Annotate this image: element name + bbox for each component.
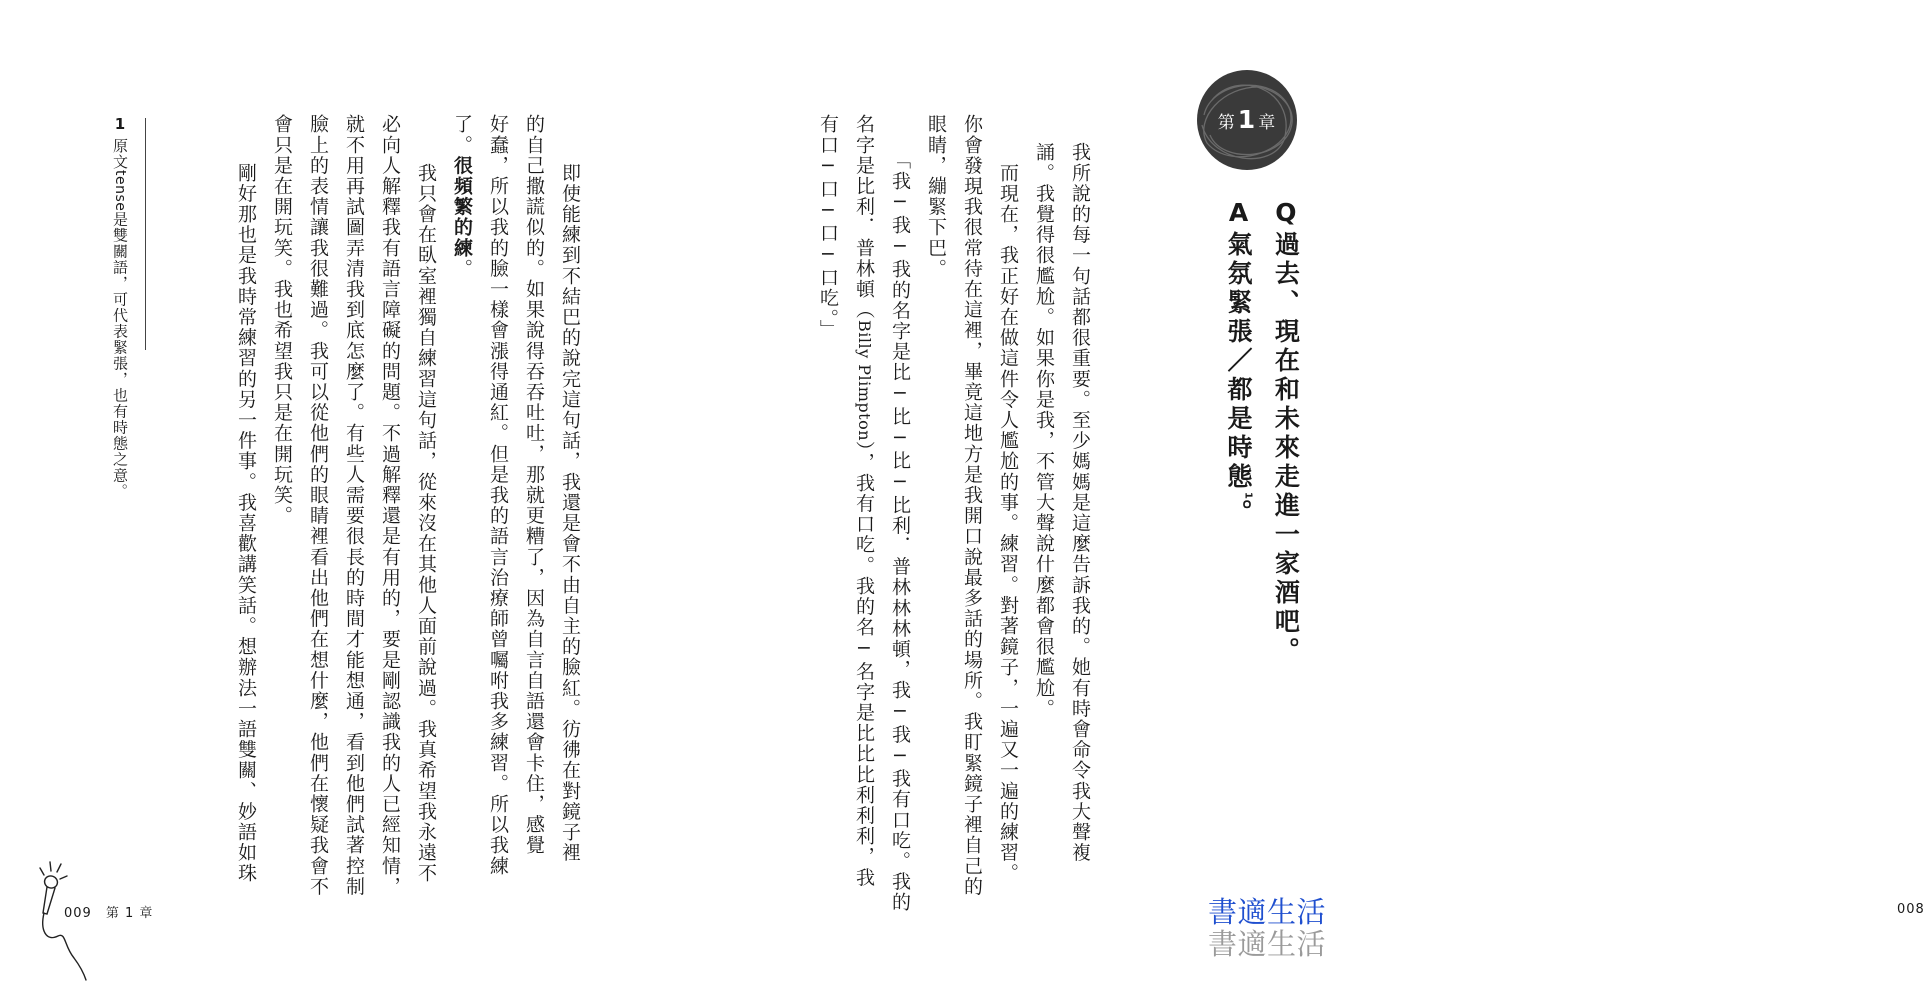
watermark-blue: 書適生活 xyxy=(1208,895,1327,929)
body-column: 的自己撒謊似的。如果說得吞吞吐吐，那就更糟了，因為自言自語還會卡住，感覺 xyxy=(523,114,545,856)
emphasis-text: 很頻繁的練 xyxy=(451,155,473,259)
body-column: 有口─口─口─口吃。」 xyxy=(817,114,839,341)
answer-line: A氣氛緊張／都是時態$^1$。 xyxy=(1224,198,1254,528)
body-column: 了。很頻繁的練。 xyxy=(451,114,473,279)
body-column: 「我─我─我的名字是比─比─比─比利．普林林林頓，我─我─我有口吃。我的 xyxy=(889,150,911,913)
page-footer xyxy=(64,902,153,921)
body-column: 誦。我覺得很尷尬。如果你是我，不管大聲說什麼都會很尷尬。 xyxy=(1033,142,1055,719)
page-number: 009 xyxy=(64,906,92,921)
body-column: 我所說的每一句話都很重要。至少媽媽是這麼告訴我的。她有時會命令我大聲複 xyxy=(1069,142,1091,863)
body-column: 就不用再試圖弄清我到底怎麼了。有些人需要很長的時間才能想通，看到他們試著控制 xyxy=(343,114,365,897)
right-page xyxy=(694,0,1925,985)
footnote-divider xyxy=(145,118,146,350)
page-number: 008 xyxy=(1897,902,1925,917)
chapter-label: 第1 章 xyxy=(1217,105,1277,134)
left-page xyxy=(0,0,694,985)
chapter-footer: 第 1 章 xyxy=(105,906,154,921)
question-title xyxy=(1219,198,1304,666)
body-column: 好蠢，所以我的臉一樣會漲得通紅。但是我的語言治療師曾囑咐我多練習。所以我練 xyxy=(487,114,509,877)
body-column: 而現在，我正好在做這件令人尷尬的事。練習。對著鏡子，一遍又一遍的練習。 xyxy=(997,142,1019,884)
body-column: 必向人解釋我有語言障礙的問題。不過解釋還是有用的，要是剛認識我的人已經知情， xyxy=(379,114,401,897)
body-column: 剛好那也是我時常練習的另一件事。我喜歡講笑話。想辦法一語雙關、妙語如珠 xyxy=(235,142,257,884)
body-column: 會只是在開玩笑。我也希望我只是在開玩笑。 xyxy=(271,114,293,526)
watermark-gray: 書適生活 xyxy=(1208,927,1327,961)
body-column: 名字是比利．普林頓（Billy Plimpton），我有口吃。我的名─名字是比比比利利利，我 xyxy=(853,114,875,888)
body-column: 你會發現我很常待在這裡，畢竟這地方是我開口說最多話的場所。我盯緊鏡子裡自己的 xyxy=(961,114,983,897)
body-column: 臉上的表情讓我很難過。我可以從他們的眼睛裡看出他們在想什麼，他們在懷疑我會不 xyxy=(307,114,329,897)
footnote-ref: 1 xyxy=(1242,492,1254,499)
body-column: 即使能練到不結巴的說完這句話，我還是會不由自主的臉紅。彷彿在對鏡子裡 xyxy=(559,142,581,863)
body-column: 眼睛，繃緊下巴。 xyxy=(925,114,947,279)
chapter-badge xyxy=(1192,65,1302,175)
body-column: 我只會在臥室裡獨自練習這句話，從來沒在其他人面前說過。我真希望我永遠不 xyxy=(415,142,437,884)
question-line: Q過去、現在和未來走進一家酒吧。 xyxy=(1271,198,1301,666)
footnote: 1原文tense是雙關語，可代表緊張，也有時態之意。 xyxy=(111,115,129,500)
